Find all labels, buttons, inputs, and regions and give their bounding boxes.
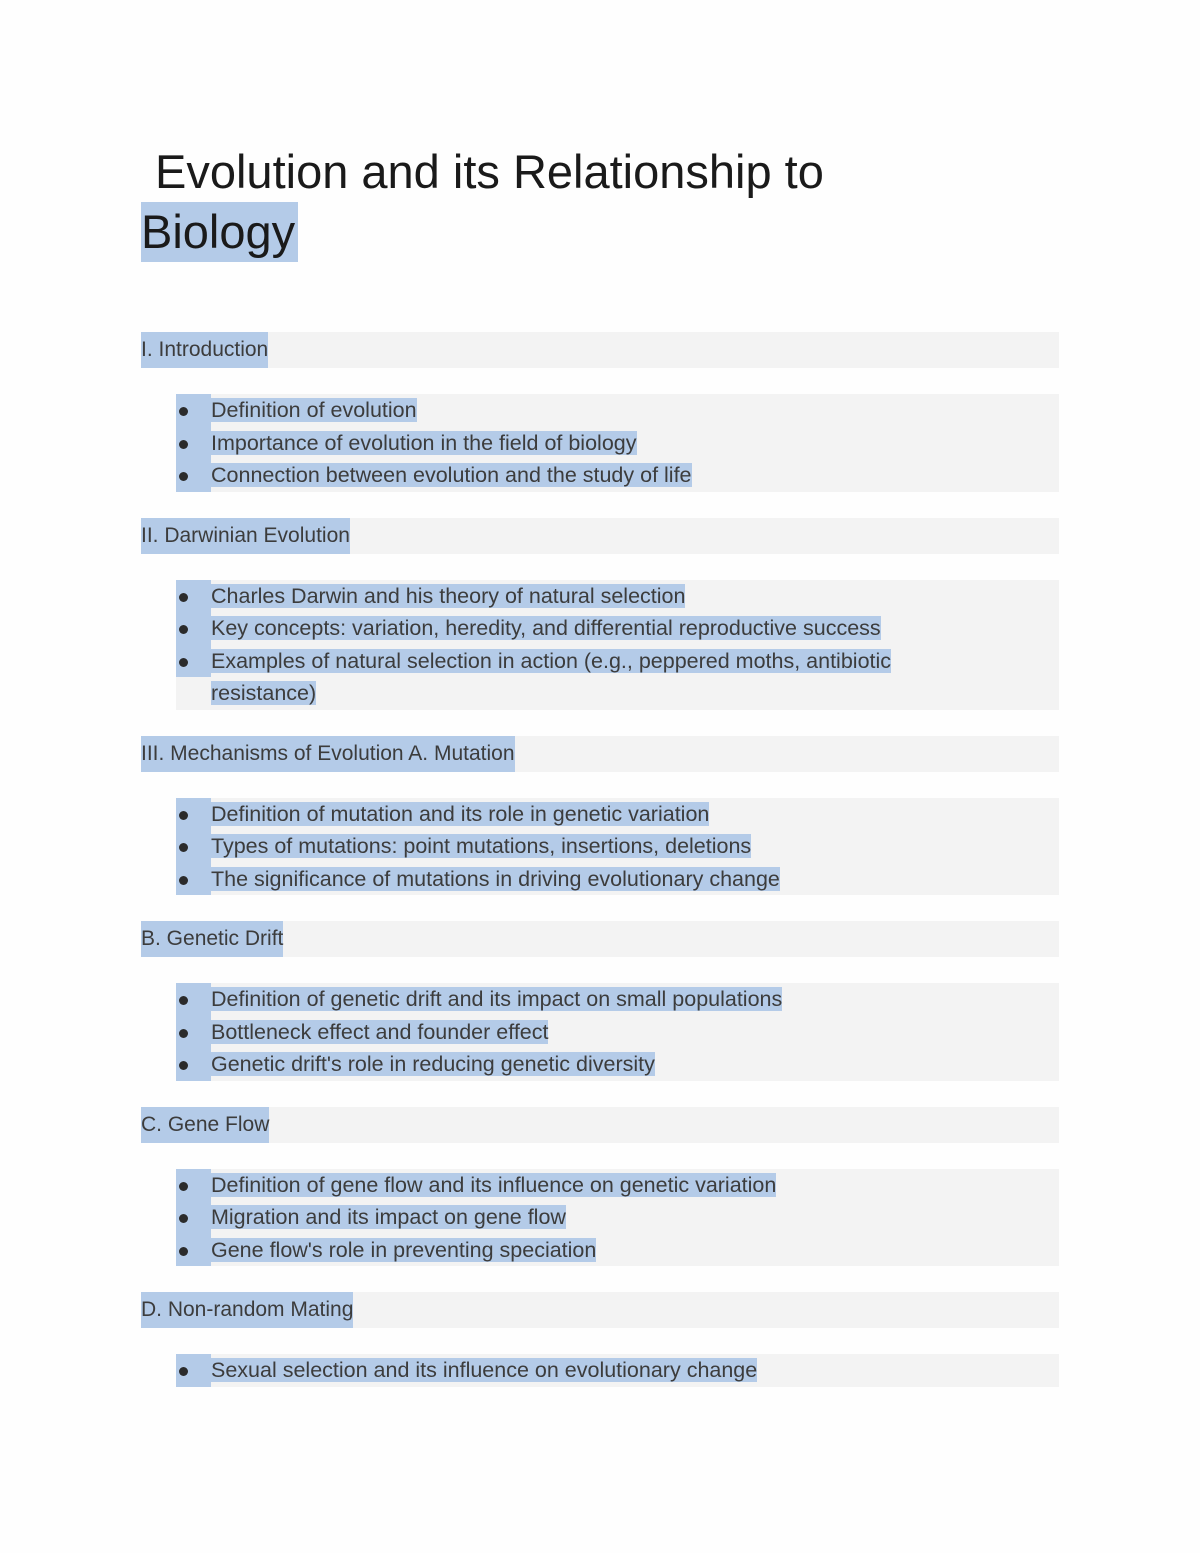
list-item-text: Examples of natural selection in action (e.g., peppered moths, antibiotic	[211, 648, 892, 673]
section-heading-text: II. Darwinian Evolution	[141, 518, 350, 554]
bullet-icon	[179, 440, 188, 449]
section-heading-non-random-mating	[141, 1292, 1059, 1328]
list-item-text: Migration and its impact on gene flow	[211, 1205, 566, 1229]
list-item	[176, 1016, 1059, 1049]
list-item-text: Key concepts: variation, heredity, and differential reproductive success	[211, 616, 881, 640]
list-item-text: Sexual selection and its influence on evolutionary change	[211, 1358, 758, 1382]
section-heading-introduction	[141, 332, 1059, 368]
list-item	[176, 580, 1059, 613]
bullet-icon	[179, 1182, 188, 1191]
list-item	[176, 645, 1059, 678]
section-heading-gene-flow	[141, 1107, 1059, 1143]
list-item-text: Definition of genetic drift and its impact on small populations	[211, 987, 783, 1011]
section-list-genetic-drift	[176, 983, 1059, 1081]
bullet-icon	[179, 876, 188, 885]
list-item-continuation	[176, 677, 1059, 710]
list-item-text: Bottleneck effect and founder effect	[211, 1019, 549, 1044]
bullet-icon	[179, 811, 188, 820]
section-heading-text: III. Mechanisms of Evolution A. Mutation	[141, 736, 515, 772]
bullet-icon	[179, 472, 188, 481]
section-heading-darwinian-evolution	[141, 518, 1059, 554]
list-item	[176, 798, 1059, 831]
list-item-text: Definition of evolution	[211, 398, 417, 422]
list-item-text: Definition of gene flow and its influence on genetic variation	[211, 1172, 777, 1197]
bullet-icon	[179, 843, 188, 852]
list-item-text: Definition of mutation and its role in genetic variation	[211, 801, 710, 826]
list-item	[176, 863, 1059, 896]
list-item	[176, 1234, 1059, 1267]
section-heading-text: I. Introduction	[141, 332, 268, 368]
bullet-icon	[179, 1367, 188, 1376]
section-heading-mechanisms-mutation	[141, 736, 1059, 772]
section-heading-genetic-drift	[141, 921, 1059, 957]
section-list-non-random-mating	[176, 1354, 1059, 1387]
list-item	[176, 394, 1059, 427]
list-item-text: Importance of evolution in the field of biology	[211, 430, 637, 455]
list-item	[176, 1201, 1059, 1234]
list-item-text: Gene flow's role in preventing speciation	[211, 1237, 597, 1262]
bullet-icon	[179, 658, 188, 667]
section-list-mutation	[176, 798, 1059, 896]
bullet-icon	[179, 1214, 188, 1223]
section-heading-text: C. Gene Flow	[141, 1107, 269, 1143]
list-item-text: The significance of mutations in driving evolutionary change	[211, 866, 780, 891]
bullet-icon	[179, 1029, 188, 1038]
list-item-text: Charles Darwin and his theory of natural selection	[211, 583, 686, 608]
list-item	[176, 459, 1059, 492]
section-list-introduction	[176, 394, 1059, 492]
bullet-icon	[179, 407, 188, 416]
bullet-icon	[179, 1247, 188, 1256]
list-item-text: Types of mutations: point mutations, insertions, deletions	[211, 834, 752, 858]
title-line-2: Biology	[141, 202, 298, 262]
list-item	[176, 1169, 1059, 1202]
section-list-darwinian-evolution	[176, 580, 1059, 710]
bullet-icon	[179, 996, 188, 1005]
bullet-icon	[179, 625, 188, 634]
document-title	[141, 142, 1059, 262]
list-item	[176, 1354, 1059, 1387]
section-heading-text: D. Non-random Mating	[141, 1292, 353, 1328]
section-list-gene-flow	[176, 1169, 1059, 1267]
document-page	[141, 142, 1059, 1403]
bullet-icon	[179, 1061, 188, 1070]
list-item	[176, 983, 1059, 1016]
list-item	[176, 1048, 1059, 1081]
list-item-text: resistance)	[211, 681, 317, 705]
section-heading-text: B. Genetic Drift	[141, 921, 283, 957]
list-item-text: Genetic drift's role in reducing genetic diversity	[211, 1052, 655, 1076]
title-line-1: Evolution and its Relationship to	[155, 145, 824, 198]
bullet-icon	[179, 593, 188, 602]
list-item-text: Connection between evolution and the study of life	[211, 463, 692, 487]
list-item	[176, 612, 1059, 645]
list-item	[176, 830, 1059, 863]
list-item	[176, 427, 1059, 460]
